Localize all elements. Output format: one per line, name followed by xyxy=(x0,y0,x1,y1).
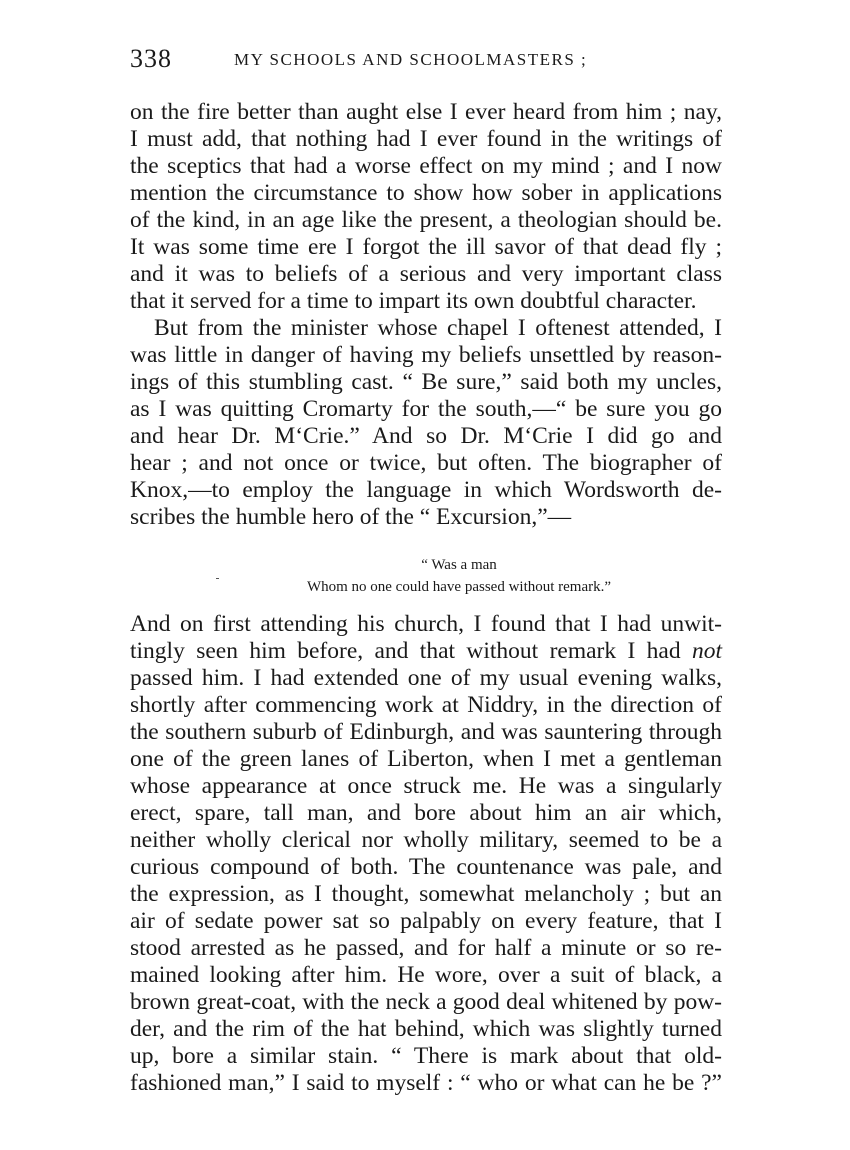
text-line: whose appearance at once struck me. He was a singularly xyxy=(130,773,722,799)
text-line: one of the green lanes of Liberton, when I met a gentleman xyxy=(130,746,722,772)
quote-line: “ Was a man xyxy=(421,557,497,573)
page-number: 338 xyxy=(130,44,172,73)
text-line: and hear Dr. M‘Crie.” And so Dr. M‘Crie I did go and xyxy=(130,423,722,449)
text-line: scribes the humble hero of the “ Excursion,”— xyxy=(130,504,572,530)
text-line: ings of this stumbling cast. “ Be sure,” said both my uncles, xyxy=(130,369,722,395)
text-line: fashioned man,” I said to myself : “ who or what can he be ?” xyxy=(130,1070,722,1096)
body-text-top xyxy=(130,99,722,531)
text-line: curious compound of both. The countenance was pale, and xyxy=(130,854,722,880)
text-line xyxy=(130,638,722,665)
text-line: of the kind, in an age like the present, a theologian should be. xyxy=(130,207,722,233)
text-line: the southern suburb of Edinburgh, and was sauntering through xyxy=(130,719,722,745)
text-line: that it served for a time to impart its own doubtful character. xyxy=(130,288,697,314)
text-line: And on first attending his church, I found that I had unwit- xyxy=(130,611,722,637)
text-line: up, bore a similar stain. “ There is mark about that old- xyxy=(130,1043,722,1069)
text-line: hear ; and not once or twice, but often. The biographer of xyxy=(130,450,722,476)
print-speck xyxy=(216,578,219,579)
running-head: MY SCHOOLS AND SCHOOLMASTERS ; xyxy=(234,50,588,69)
block-quote xyxy=(130,554,722,598)
text-line: stood arrested as he passed, and for half a minute or so re- xyxy=(130,935,722,961)
text-line: erect, spare, tall man, and bore about him an air which, xyxy=(130,800,722,826)
text-line: mained looking after him. He wore, over a suit of black, a xyxy=(130,962,722,988)
text-line: the expression, as I thought, somewhat melancholy ; but an xyxy=(130,881,722,907)
page-header xyxy=(130,44,730,84)
text-line: mention the circumstance to show how sober in applications xyxy=(130,180,722,206)
text-line: on the fire better than aught else I ever heard from him ; nay, xyxy=(130,99,722,125)
text-line: air of sedate power sat so palpably on every feature, that I xyxy=(130,908,722,934)
text-line: It was some time ere I forgot the ill savor of that dead fly ; xyxy=(130,234,722,260)
body-text-bottom xyxy=(130,611,722,1097)
text-line: I must add, that nothing had I ever found in the writings of xyxy=(130,126,722,152)
text-line: the sceptics that had a worse effect on my mind ; and I now xyxy=(130,153,722,179)
text-line: Knox,—to employ the language in which Wordsworth de- xyxy=(130,477,722,503)
text-line: shortly after commencing work at Niddry, in the direction of xyxy=(130,692,722,718)
italic-word: not xyxy=(691,638,722,664)
text-line: der, and the rim of the hat behind, which was slightly turned xyxy=(130,1016,722,1042)
quote-line: Whom no one could have passed without remark.” xyxy=(306,579,612,595)
text-line: neither wholly clerical nor wholly military, seemed to be a xyxy=(130,827,722,853)
text-line: But from the minister whose chapel I oftenest attended, I xyxy=(154,315,722,341)
text-line: brown great-coat, with the neck a good deal whitened by pow- xyxy=(130,989,722,1015)
text-segment: tingly seen him before, and that without remark I had xyxy=(130,638,681,664)
text-line: and it was to beliefs of a serious and very important class xyxy=(130,261,722,287)
text-line: was little in danger of having my beliefs unsettled by reason- xyxy=(130,342,722,368)
text-line: as I was quitting Cromarty for the south,—“ be sure you go xyxy=(130,396,722,422)
text-line: passed him. I had extended one of my usual evening walks, xyxy=(130,665,722,691)
